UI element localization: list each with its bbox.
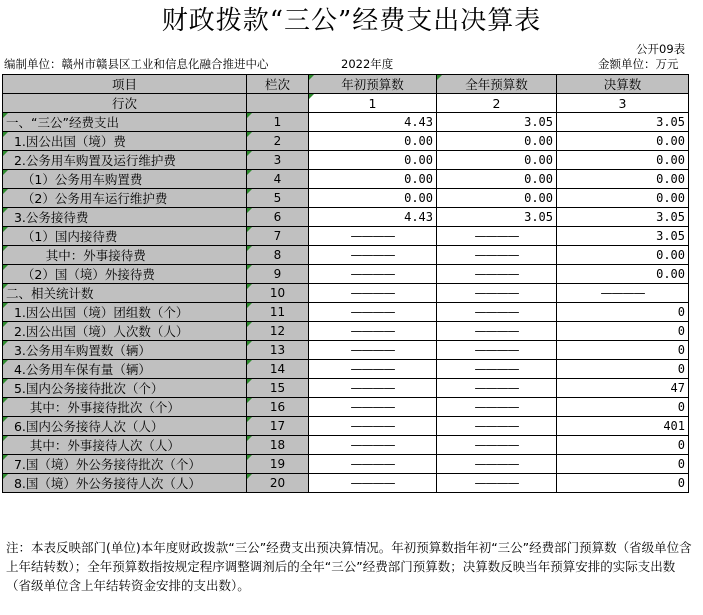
row-annual-value: ———— [437, 246, 557, 265]
row-line-number: 14 [247, 360, 309, 379]
row-final-value: 0 [557, 341, 689, 360]
row-line-number: 18 [247, 436, 309, 455]
col-number-3: 3 [557, 94, 689, 113]
row-annual-value: 0.00 [437, 132, 557, 151]
row-budget-value: ———— [309, 303, 437, 322]
row-final-value: 401 [557, 417, 689, 436]
table-row [3, 455, 689, 474]
row-item-label: 5.国内公务接待批次（个） [3, 379, 247, 398]
header-item: 项目 [3, 75, 247, 94]
table-row [3, 132, 689, 151]
row-final-value: 3.05 [557, 208, 689, 227]
row-final-value: 3.05 [557, 113, 689, 132]
row-item-label: 二、相关统计数 [3, 284, 247, 303]
currency-unit: 金额单位：万元 [598, 57, 679, 71]
row-annual-value: 0.00 [437, 151, 557, 170]
row-item-label: （2）国（境）外接待费 [3, 265, 247, 284]
row-budget-value: ———— [309, 398, 437, 417]
table-row [3, 227, 689, 246]
table-row [3, 113, 689, 132]
three-public-expenses-table [2, 74, 689, 493]
row-budget-value: 0.00 [309, 132, 437, 151]
row-item-label: 一、“三公”经费支出 [3, 113, 247, 132]
row-item-label: 6.国内公务接待人次（人） [3, 417, 247, 436]
row-final-value: 3.05 [557, 227, 689, 246]
header-final: 决算数 [557, 75, 689, 94]
row-line-number: 7 [247, 227, 309, 246]
row-budget-value: ———— [309, 246, 437, 265]
table-row [3, 474, 689, 493]
table-row [3, 360, 689, 379]
row-annual-value: ———— [437, 341, 557, 360]
row-final-value: 0.00 [557, 189, 689, 208]
row-annual-value: 3.05 [437, 208, 557, 227]
row-annual-value: ———— [437, 417, 557, 436]
row-final-value: 0 [557, 436, 689, 455]
row-final-value: 0.00 [557, 132, 689, 151]
row-line-number: 4 [247, 170, 309, 189]
row-annual-value: ———— [437, 322, 557, 341]
row-item-label: 其中：外事接待人次（人） [3, 436, 247, 455]
row-item-label: 其中：外事接待费 [3, 246, 247, 265]
row-item-label: （1）国内接待费 [3, 227, 247, 246]
row-final-value: 0 [557, 474, 689, 493]
row-line-number: 6 [247, 208, 309, 227]
header-col-no: 栏次 [247, 75, 309, 94]
row-final-value: 0 [557, 360, 689, 379]
row-line-number: 19 [247, 455, 309, 474]
row-annual-value: ———— [437, 360, 557, 379]
table-row [3, 246, 689, 265]
row-line-number: 5 [247, 189, 309, 208]
row-item-label: 2.公务用车购置及运行维护费 [3, 151, 247, 170]
row-item-label: （1）公务用车购置费 [3, 170, 247, 189]
row-final-value: 0 [557, 455, 689, 474]
report-title: 财政拨款“三公”经费支出决算表 [161, 6, 542, 36]
table-row [3, 284, 689, 303]
row-budget-value: 4.43 [309, 113, 437, 132]
form-code: 公开09表 [636, 42, 686, 56]
col-number-1: 1 [309, 94, 437, 113]
row-final-value: 0.00 [557, 170, 689, 189]
row-annual-value: ———— [437, 284, 557, 303]
row-item-label: 1.因公出国（境）费 [3, 132, 247, 151]
header-annual: 全年预算数 [437, 75, 557, 94]
table-row [3, 189, 689, 208]
table-row [3, 436, 689, 455]
table-row [3, 170, 689, 189]
table-row [3, 322, 689, 341]
row-annual-value: ———— [437, 379, 557, 398]
row-final-value: 47 [557, 379, 689, 398]
header-row [3, 75, 689, 94]
row-annual-value: ———— [437, 474, 557, 493]
row-budget-value: 4.43 [309, 208, 437, 227]
row-budget-value: ———— [309, 265, 437, 284]
row-budget-value: 0.00 [309, 189, 437, 208]
row-budget-value: ———— [309, 284, 437, 303]
row-line-number: 8 [247, 246, 309, 265]
row-budget-value: 0.00 [309, 170, 437, 189]
row-line-number: 1 [247, 113, 309, 132]
row-line-number: 3 [247, 151, 309, 170]
row-line-number: 17 [247, 417, 309, 436]
column-number-row [3, 94, 689, 113]
row-final-value: ———— [557, 284, 689, 303]
row-budget-value: ———— [309, 455, 437, 474]
row-item-label: 4.公务用车保有量（辆） [3, 360, 247, 379]
row-line-number: 16 [247, 398, 309, 417]
row-final-value: 0.00 [557, 246, 689, 265]
row-item-label: 1.因公出国（境）团组数（个） [3, 303, 247, 322]
row-line-number: 20 [247, 474, 309, 493]
row-item-label: 8.国（境）外公务接待人次（人） [3, 474, 247, 493]
row-annual-value: ———— [437, 303, 557, 322]
row-line-number: 15 [247, 379, 309, 398]
row-annual-value: ———— [437, 455, 557, 474]
row-budget-value: ———— [309, 436, 437, 455]
table-row [3, 151, 689, 170]
row-annual-value: ———— [437, 227, 557, 246]
table-row [3, 379, 689, 398]
row-final-value: 0 [557, 303, 689, 322]
table-row [3, 303, 689, 322]
compiling-unit: 编制单位：赣州市赣县区工业和信息化融合推进中心 [4, 57, 269, 71]
row-budget-value: ———— [309, 322, 437, 341]
row-annual-value: 3.05 [437, 113, 557, 132]
row-line-number: 11 [247, 303, 309, 322]
row-line-number: 12 [247, 322, 309, 341]
table-row [3, 265, 689, 284]
row-line-number: 9 [247, 265, 309, 284]
row-annual-value: 0.00 [437, 189, 557, 208]
row-line-number: 10 [247, 284, 309, 303]
row-final-value: 0.00 [557, 151, 689, 170]
table-row [3, 398, 689, 417]
table-row [3, 341, 689, 360]
footnote: 注：本表反映部门(单位)本年度财政拨款“三公”经费支出预决算情况。年初预算数指年初“三公”经费部门预算数（省级单位含上年结转数）；全年预算数指按规定程序调整调剂后的全年“三公”经费部门预算数；决算数反映当年预算安排的实际支出数（省级单位含上年结转资金安排的支出数）。 [6, 540, 692, 593]
row-budget-value: ———— [309, 379, 437, 398]
row-line-number: 2 [247, 132, 309, 151]
row-item-label: 2.因公出国（境）人次数（人） [3, 322, 247, 341]
row-budget-value: ———— [309, 227, 437, 246]
row-item-label: 3.公务接待费 [3, 208, 247, 227]
row-number-blank [247, 94, 309, 113]
row-line-number: 13 [247, 341, 309, 360]
row-item-label: （2）公务用车运行维护费 [3, 189, 247, 208]
row-budget-value: ———— [309, 417, 437, 436]
row-final-value: 0 [557, 322, 689, 341]
row-item-label: 3.公务用车购置数（辆） [3, 341, 247, 360]
row-number-label: 行次 [3, 94, 247, 113]
col-number-2: 2 [437, 94, 557, 113]
row-annual-value: 0.00 [437, 170, 557, 189]
row-final-value: 0 [557, 398, 689, 417]
table-row [3, 208, 689, 227]
row-annual-value: ———— [437, 398, 557, 417]
row-annual-value: ———— [437, 436, 557, 455]
row-budget-value: ———— [309, 341, 437, 360]
report-year: 2022年度 [341, 57, 394, 71]
row-item-label: 7.国（境）外公务接待批次（个） [3, 455, 247, 474]
row-budget-value: ———— [309, 360, 437, 379]
row-budget-value: 0.00 [309, 151, 437, 170]
header-budget: 年初预算数 [309, 75, 437, 94]
table-row [3, 417, 689, 436]
row-annual-value: ———— [437, 265, 557, 284]
row-final-value: 0.00 [557, 265, 689, 284]
row-budget-value: ———— [309, 474, 437, 493]
row-item-label: 其中：外事接待批次（个） [3, 398, 247, 417]
